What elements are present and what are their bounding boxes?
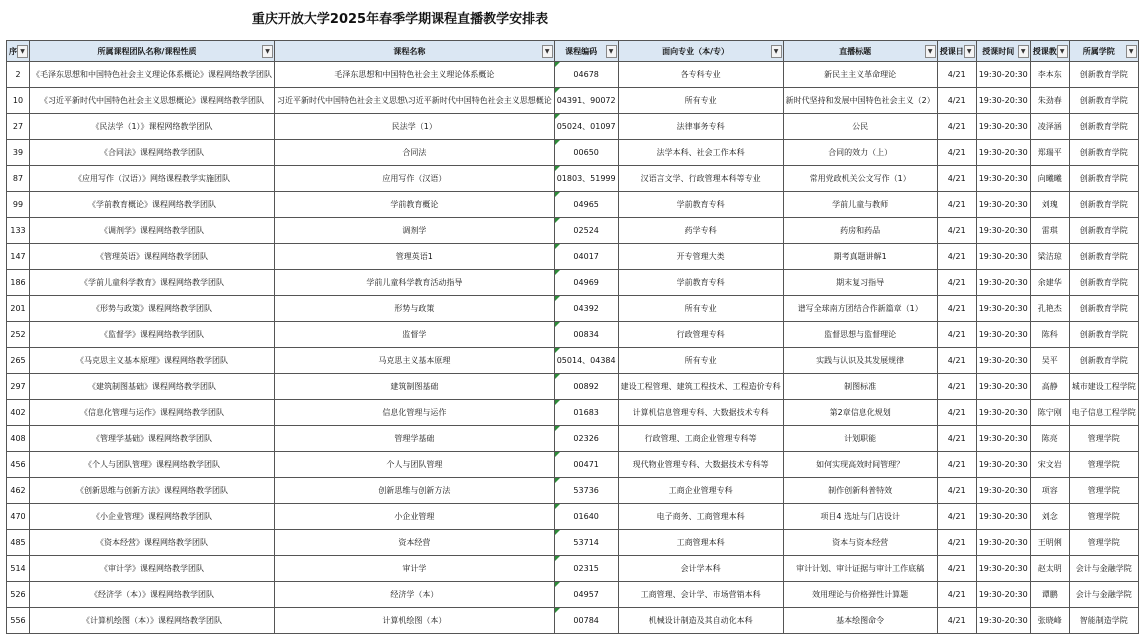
cell-college: 会计与金融学院 [1069, 556, 1138, 582]
cell-major: 汉语言文学、行政管理本科等专业 [618, 166, 783, 192]
cell-broadcast-title: 基本绘图命令 [783, 608, 937, 634]
cell-major: 电子商务、工商管理本科 [618, 504, 783, 530]
cell-time: 19:30-20:30 [976, 140, 1030, 166]
cell-course-code: 04017 [554, 244, 618, 270]
cell-major: 工商企业管理专科 [618, 478, 783, 504]
cell-major: 各专科专业 [618, 62, 783, 88]
cell-teacher: 梁洁琼 [1030, 244, 1069, 270]
cell-college: 城市建设工程学院 [1069, 374, 1138, 400]
cell-date: 4/21 [937, 296, 976, 322]
cell-major: 行政管理、工商企业管理专科等 [618, 426, 783, 452]
cell-date: 4/21 [937, 192, 976, 218]
cell-major: 计算机信息管理专科、大数据技术专科 [618, 400, 783, 426]
header-label: 所属学院 [1082, 46, 1115, 56]
cell-course-name: 信息化管理与运作 [275, 400, 555, 426]
cell-broadcast-title: 审计计划、审计证据与审计工作底稿 [783, 556, 937, 582]
cell-college: 管理学院 [1069, 530, 1138, 556]
cell-team: 《创新思维与创新方法》课程网络教学团队 [30, 478, 275, 504]
header-major[interactable] [618, 41, 783, 62]
cell-seq: 514 [7, 556, 30, 582]
cell-teacher: 吴平 [1030, 348, 1069, 374]
cell-major: 工商管理、会计学、市场营销本科 [618, 582, 783, 608]
cell-time: 19:30-20:30 [976, 504, 1030, 530]
cell-date: 4/21 [937, 608, 976, 634]
cell-course-name: 管理学基础 [275, 426, 555, 452]
cell-course-name: 调剂学 [275, 218, 555, 244]
cell-date: 4/21 [937, 374, 976, 400]
header-label: 课程编码 [565, 46, 598, 56]
table-row [7, 140, 1139, 166]
cell-broadcast-title: 学前儿童与教师 [783, 192, 937, 218]
table-row [7, 608, 1139, 634]
table-row [7, 556, 1139, 582]
cell-course-code: 00471 [554, 452, 618, 478]
cell-course-name: 应用写作（汉语） [275, 166, 555, 192]
cell-seq: 485 [7, 530, 30, 556]
cell-seq: 87 [7, 166, 30, 192]
cell-team: 《建筑制图基础》课程网络教学团队 [30, 374, 275, 400]
cell-team: 《毛泽东思想和中国特色社会主义理论体系概论》课程网络教学团队 [30, 62, 275, 88]
cell-course-code: 02326 [554, 426, 618, 452]
cell-teacher: 朱劲春 [1030, 88, 1069, 114]
table-row [7, 166, 1139, 192]
cell-course-code: 00892 [554, 374, 618, 400]
cell-college: 创新教育学院 [1069, 62, 1138, 88]
table-row [7, 296, 1139, 322]
cell-team: 《形势与政策》课程网络教学团队 [30, 296, 275, 322]
filter-dropdown-icon[interactable]: ▼ [771, 45, 782, 58]
header-label: 面向专业（本/专） [662, 46, 730, 56]
cell-major: 开专管理大类 [618, 244, 783, 270]
cell-time: 19:30-20:30 [976, 452, 1030, 478]
header-label: 所属课程团队名称/课程性质 [97, 46, 197, 56]
schedule-table [6, 40, 1139, 634]
cell-seq: 556 [7, 608, 30, 634]
table-row [7, 244, 1139, 270]
cell-time: 19:30-20:30 [976, 374, 1030, 400]
cell-broadcast-title: 资本与资本经营 [783, 530, 937, 556]
header-broadcast-title[interactable] [783, 41, 937, 62]
cell-team: 《应用写作（汉语）》网络课程教学实施团队 [30, 166, 275, 192]
cell-course-code: 53714 [554, 530, 618, 556]
cell-time: 19:30-20:30 [976, 166, 1030, 192]
cell-major: 法律事务专科 [618, 114, 783, 140]
cell-course-code: 00834 [554, 322, 618, 348]
cell-teacher: 孔艳杰 [1030, 296, 1069, 322]
cell-teacher: 李本东 [1030, 62, 1069, 88]
filter-dropdown-icon[interactable]: ▼ [925, 45, 936, 58]
cell-college: 创新教育学院 [1069, 244, 1138, 270]
cell-college: 会计与金融学院 [1069, 582, 1138, 608]
cell-course-code: 02315 [554, 556, 618, 582]
cell-seq: 201 [7, 296, 30, 322]
table-body [7, 62, 1139, 634]
header-row [7, 41, 1139, 62]
header-label: 授课日 [939, 46, 964, 56]
filter-dropdown-icon[interactable]: ▼ [542, 45, 553, 58]
header-label: 直播标题 [839, 46, 872, 56]
cell-broadcast-title: 如何实现高效时间管理？ [783, 452, 937, 478]
cell-major: 会计学本科 [618, 556, 783, 582]
cell-teacher: 宋文岩 [1030, 452, 1069, 478]
header-course-code[interactable] [554, 41, 618, 62]
cell-major: 药学专科 [618, 218, 783, 244]
cell-seq: 408 [7, 426, 30, 452]
page-title: 重庆开放大学2025年春季学期课程直播教学安排表 [251, 12, 549, 27]
filter-dropdown-icon[interactable]: ▼ [1018, 45, 1029, 58]
cell-course-code: 00784 [554, 608, 618, 634]
cell-date: 4/21 [937, 270, 976, 296]
cell-time: 19:30-20:30 [976, 244, 1030, 270]
header-label: 授课教 [1032, 46, 1057, 56]
cell-team: 《监督学》课程网络教学团队 [30, 322, 275, 348]
cell-team: 《民法学（1）》课程网络教学团队 [30, 114, 275, 140]
cell-course-name: 审计学 [275, 556, 555, 582]
cell-course-name: 形势与政策 [275, 296, 555, 322]
cell-seq: 133 [7, 218, 30, 244]
cell-college: 创新教育学院 [1069, 114, 1138, 140]
cell-date: 4/21 [937, 218, 976, 244]
cell-course-code: 53736 [554, 478, 618, 504]
cell-time: 19:30-20:30 [976, 88, 1030, 114]
table-row [7, 62, 1139, 88]
cell-teacher: 张晓峰 [1030, 608, 1069, 634]
cell-broadcast-title: 项目4 选址与门店设计 [783, 504, 937, 530]
cell-college: 创新教育学院 [1069, 322, 1138, 348]
table-row [7, 504, 1139, 530]
cell-date: 4/21 [937, 322, 976, 348]
header-seq[interactable] [7, 41, 30, 62]
cell-time: 19:30-20:30 [976, 114, 1030, 140]
cell-date: 4/21 [937, 244, 976, 270]
cell-course-code: 01640 [554, 504, 618, 530]
cell-college: 创新教育学院 [1069, 88, 1138, 114]
cell-team: 《学前儿童科学教育》课程网络教学团队 [30, 270, 275, 296]
cell-broadcast-title: 监督思想与监督理论 [783, 322, 937, 348]
cell-seq: 462 [7, 478, 30, 504]
cell-seq: 265 [7, 348, 30, 374]
cell-course-name: 民法学（1） [275, 114, 555, 140]
cell-course-name: 管理英语1 [275, 244, 555, 270]
cell-seq: 402 [7, 400, 30, 426]
table-row [7, 322, 1139, 348]
cell-team: 《资本经营》课程网络教学团队 [30, 530, 275, 556]
cell-date: 4/21 [937, 114, 976, 140]
cell-teacher: 谭鹏 [1030, 582, 1069, 608]
cell-course-code: 04969 [554, 270, 618, 296]
cell-college: 管理学院 [1069, 478, 1138, 504]
cell-seq: 526 [7, 582, 30, 608]
cell-broadcast-title: 期考真题讲解1 [783, 244, 937, 270]
cell-seq: 252 [7, 322, 30, 348]
cell-time: 19:30-20:30 [976, 582, 1030, 608]
cell-teacher: 王明俐 [1030, 530, 1069, 556]
cell-date: 4/21 [937, 452, 976, 478]
cell-date: 4/21 [937, 582, 976, 608]
cell-broadcast-title: 常用党政机关公文写作（1） [783, 166, 937, 192]
cell-teacher: 刘瑰 [1030, 192, 1069, 218]
filter-dropdown-icon[interactable]: ▼ [262, 45, 273, 58]
cell-teacher: 赵太明 [1030, 556, 1069, 582]
header-college[interactable] [1069, 41, 1138, 62]
cell-major: 机械设计制造及其自动化本科 [618, 608, 783, 634]
cell-date: 4/21 [937, 556, 976, 582]
cell-time: 19:30-20:30 [976, 218, 1030, 244]
cell-teacher: 余建华 [1030, 270, 1069, 296]
cell-team: 《学前教育概论》课程网络教学团队 [30, 192, 275, 218]
cell-time: 19:30-20:30 [976, 478, 1030, 504]
cell-course-name: 习近平新时代中国特色社会主义思想\习近平新时代中国特色社会主义思想概论 [275, 88, 555, 114]
cell-course-name: 监督学 [275, 322, 555, 348]
table-row [7, 88, 1139, 114]
filter-dropdown-icon[interactable]: ▼ [964, 45, 975, 58]
table-row [7, 348, 1139, 374]
cell-major: 行政管理专科 [618, 322, 783, 348]
cell-time: 19:30-20:30 [976, 296, 1030, 322]
cell-seq: 147 [7, 244, 30, 270]
cell-time: 19:30-20:30 [976, 322, 1030, 348]
cell-teacher: 刘念 [1030, 504, 1069, 530]
cell-seq: 99 [7, 192, 30, 218]
cell-broadcast-title: 谱写全球南方团结合作新篇章（1） [783, 296, 937, 322]
cell-date: 4/21 [937, 530, 976, 556]
cell-major: 工商管理本科 [618, 530, 783, 556]
cell-broadcast-title: 新时代坚持和发展中国特色社会主义（2） [783, 88, 937, 114]
cell-course-code: 04392 [554, 296, 618, 322]
cell-seq: 27 [7, 114, 30, 140]
cell-seq: 297 [7, 374, 30, 400]
cell-college: 管理学院 [1069, 504, 1138, 530]
filter-dropdown-icon[interactable]: ▼ [606, 45, 617, 58]
cell-course-code: 04391、90072 [554, 88, 618, 114]
cell-team: 《管理学基础》课程网络教学团队 [30, 426, 275, 452]
cell-broadcast-title: 效用理论与价格弹性计算题 [783, 582, 937, 608]
cell-major: 法学本科、社会工作本科 [618, 140, 783, 166]
cell-date: 4/21 [937, 504, 976, 530]
cell-major: 所有专业 [618, 88, 783, 114]
cell-team: 《管理英语》课程网络教学团队 [30, 244, 275, 270]
filter-dropdown-icon[interactable]: ▼ [17, 45, 28, 58]
cell-college: 创新教育学院 [1069, 166, 1138, 192]
header-label: 课程名称 [393, 46, 426, 56]
cell-major: 所有专业 [618, 348, 783, 374]
cell-course-name: 建筑制图基础 [275, 374, 555, 400]
cell-broadcast-title: 药房和药品 [783, 218, 937, 244]
cell-date: 4/21 [937, 478, 976, 504]
cell-course-name: 个人与团队管理 [275, 452, 555, 478]
cell-broadcast-title: 制作创新科普特效 [783, 478, 937, 504]
cell-broadcast-title: 实践与认识及其发展规律 [783, 348, 937, 374]
cell-course-name: 小企业管理 [275, 504, 555, 530]
cell-teacher: 向曦曦 [1030, 166, 1069, 192]
header-label: 序 [9, 46, 17, 56]
filter-dropdown-icon[interactable]: ▼ [1057, 45, 1068, 58]
cell-team: 《个人与团队管理》课程网络教学团队 [30, 452, 275, 478]
cell-broadcast-title: 新民主主义革命理论 [783, 62, 937, 88]
cell-time: 19:30-20:30 [976, 348, 1030, 374]
cell-time: 19:30-20:30 [976, 400, 1030, 426]
cell-broadcast-title: 公民 [783, 114, 937, 140]
cell-broadcast-title: 期末复习指导 [783, 270, 937, 296]
cell-college: 创新教育学院 [1069, 192, 1138, 218]
cell-time: 19:30-20:30 [976, 270, 1030, 296]
cell-course-code: 04957 [554, 582, 618, 608]
cell-teacher: 凌泽涵 [1030, 114, 1069, 140]
table-row [7, 270, 1139, 296]
cell-time: 19:30-20:30 [976, 426, 1030, 452]
table-row [7, 530, 1139, 556]
cell-major: 所有专业 [618, 296, 783, 322]
cell-teacher: 陈科 [1030, 322, 1069, 348]
header-team[interactable] [30, 41, 275, 62]
cell-course-name: 计算机绘图（本） [275, 608, 555, 634]
table-row [7, 478, 1139, 504]
table-row [7, 582, 1139, 608]
cell-seq: 10 [7, 88, 30, 114]
table-row [7, 374, 1139, 400]
cell-course-code: 04965 [554, 192, 618, 218]
cell-teacher: 高静 [1030, 374, 1069, 400]
cell-date: 4/21 [937, 62, 976, 88]
cell-seq: 186 [7, 270, 30, 296]
cell-date: 4/21 [937, 140, 976, 166]
cell-course-code: 05014、04384 [554, 348, 618, 374]
cell-broadcast-title: 制图标准 [783, 374, 937, 400]
cell-time: 19:30-20:30 [976, 608, 1030, 634]
cell-team: 《计算机绘图（本）》课程网络教学团队 [30, 608, 275, 634]
cell-seq: 456 [7, 452, 30, 478]
cell-college: 创新教育学院 [1069, 270, 1138, 296]
cell-course-name: 经济学（本） [275, 582, 555, 608]
cell-major: 学前教育专科 [618, 192, 783, 218]
cell-time: 19:30-20:30 [976, 556, 1030, 582]
cell-team: 《审计学》课程网络教学团队 [30, 556, 275, 582]
cell-team: 《小企业管理》课程网络教学团队 [30, 504, 275, 530]
cell-course-name: 合同法 [275, 140, 555, 166]
cell-course-code: 04678 [554, 62, 618, 88]
header-label: 授课时间 [982, 46, 1015, 56]
table-row [7, 400, 1139, 426]
cell-college: 创新教育学院 [1069, 140, 1138, 166]
cell-date: 4/21 [937, 426, 976, 452]
cell-course-name: 毛泽东思想和中国特色社会主义理论体系概论 [275, 62, 555, 88]
cell-course-code: 02524 [554, 218, 618, 244]
cell-course-name: 学前教育概论 [275, 192, 555, 218]
cell-teacher: 项容 [1030, 478, 1069, 504]
cell-seq: 2 [7, 62, 30, 88]
header-teacher[interactable] [1030, 41, 1069, 62]
cell-team: 《信息化管理与运作》课程网络教学团队 [30, 400, 275, 426]
cell-teacher: 陈宁刚 [1030, 400, 1069, 426]
cell-broadcast-title: 计划职能 [783, 426, 937, 452]
cell-course-code: 05024、01097 [554, 114, 618, 140]
cell-course-name: 马克思主义基本原理 [275, 348, 555, 374]
cell-course-name: 学前儿童科学教育活动指导 [275, 270, 555, 296]
cell-college: 管理学院 [1069, 426, 1138, 452]
cell-date: 4/21 [937, 400, 976, 426]
cell-college: 创新教育学院 [1069, 348, 1138, 374]
cell-teacher: 陈亮 [1030, 426, 1069, 452]
cell-course-code: 01803、51999 [554, 166, 618, 192]
cell-date: 4/21 [937, 166, 976, 192]
header-time[interactable] [976, 41, 1030, 62]
table-row [7, 426, 1139, 452]
cell-course-name: 资本经营 [275, 530, 555, 556]
cell-major: 建设工程管理、建筑工程技术、工程造价专科 [618, 374, 783, 400]
header-date[interactable] [937, 41, 976, 62]
cell-college: 管理学院 [1069, 452, 1138, 478]
header-course-name[interactable] [275, 41, 555, 62]
table-row [7, 114, 1139, 140]
cell-team: 《马克思主义基本原理》课程网络教学团队 [30, 348, 275, 374]
cell-college: 智能制造学院 [1069, 608, 1138, 634]
table-row [7, 218, 1139, 244]
cell-time: 19:30-20:30 [976, 530, 1030, 556]
cell-broadcast-title: 第2章信息化规划 [783, 400, 937, 426]
cell-team: 《习近平新时代中国特色社会主义思想概论》课程网络教学团队 [30, 88, 275, 114]
cell-course-code: 01683 [554, 400, 618, 426]
cell-teacher: 郑瑞平 [1030, 140, 1069, 166]
cell-college: 创新教育学院 [1069, 296, 1138, 322]
cell-seq: 470 [7, 504, 30, 530]
cell-time: 19:30-20:30 [976, 192, 1030, 218]
cell-course-name: 创新思维与创新方法 [275, 478, 555, 504]
cell-major: 现代物业管理专科、大数据技术专科等 [618, 452, 783, 478]
cell-time: 19:30-20:30 [976, 62, 1030, 88]
cell-seq: 39 [7, 140, 30, 166]
filter-dropdown-icon[interactable]: ▼ [1126, 45, 1137, 58]
cell-team: 《调剂学》课程网络教学团队 [30, 218, 275, 244]
cell-team: 《经济学（本）》课程网络教学团队 [30, 582, 275, 608]
cell-date: 4/21 [937, 88, 976, 114]
table-row [7, 452, 1139, 478]
cell-date: 4/21 [937, 348, 976, 374]
cell-broadcast-title: 合同的效力（上） [783, 140, 937, 166]
cell-teacher: 雷琪 [1030, 218, 1069, 244]
cell-major: 学前教育专科 [618, 270, 783, 296]
table-row [7, 192, 1139, 218]
cell-course-code: 00650 [554, 140, 618, 166]
cell-college: 创新教育学院 [1069, 218, 1138, 244]
cell-team: 《合同法》课程网络教学团队 [30, 140, 275, 166]
cell-college: 电子信息工程学院 [1069, 400, 1138, 426]
